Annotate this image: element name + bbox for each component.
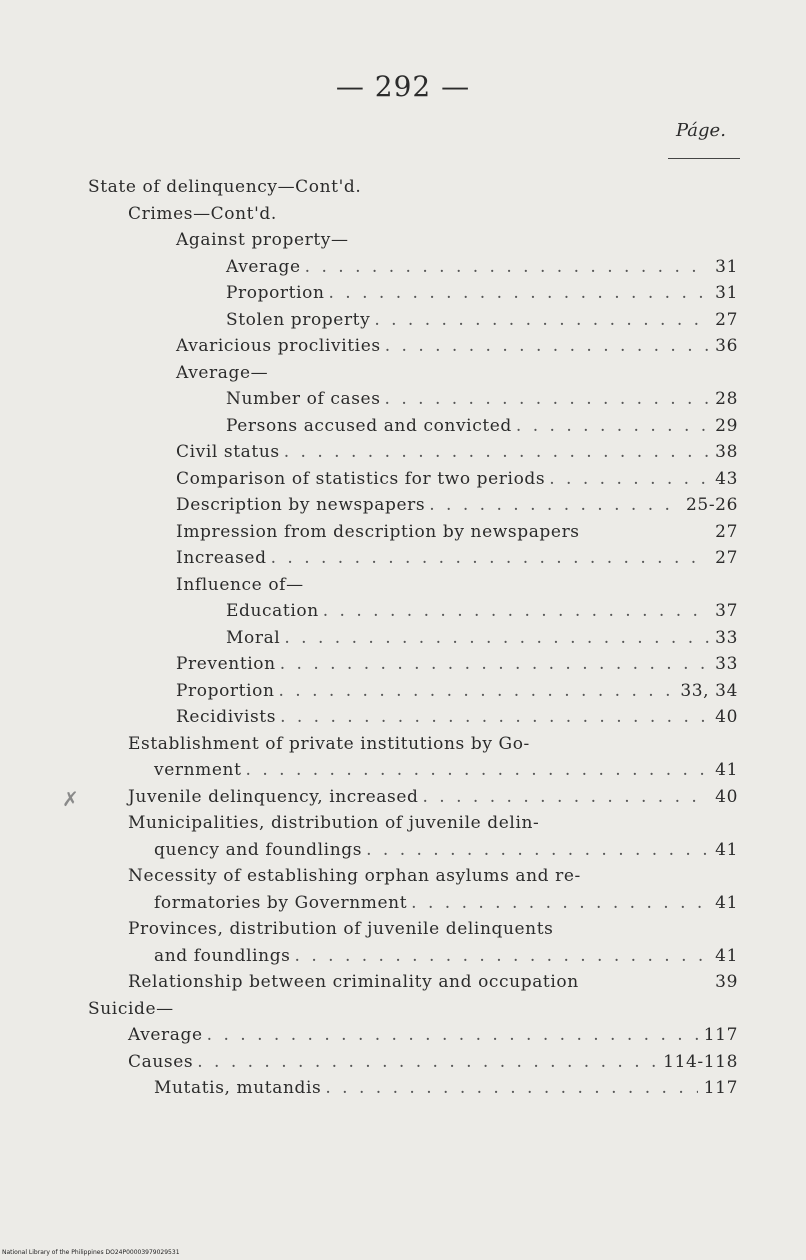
index-entry: Stolen property . . . 27 bbox=[88, 307, 738, 334]
index-entry: Relationship between criminality and occupation 39 bbox=[88, 969, 738, 996]
page-ref: 28 bbox=[715, 389, 738, 409]
index-entry: Causes . . . 114-118 bbox=[88, 1049, 738, 1076]
column-heading-rule bbox=[668, 158, 740, 159]
index-entry: Moral . . . 33 bbox=[88, 625, 738, 652]
page-ref: 29 bbox=[715, 415, 738, 436]
index-entry: Avaricious proclivities . . . 36 bbox=[88, 333, 738, 360]
page-ref: 36 bbox=[715, 336, 738, 356]
page-ref: 41 bbox=[715, 839, 738, 860]
page-ref: 38 bbox=[715, 442, 738, 462]
page-ref: 27 bbox=[715, 309, 738, 330]
index-entry: Municipalities, distribution of juvenile delin- bbox=[128, 813, 540, 833]
index-entry: formatories by Government . . . 41 bbox=[88, 890, 738, 917]
scan-footer: National Library of the Philippines DO24P00003979029531 bbox=[2, 1249, 180, 1256]
index-entry: Education . . . 37 bbox=[88, 598, 738, 625]
index-entry: Influence of— bbox=[176, 574, 304, 595]
page-ref: 27 bbox=[715, 548, 738, 568]
index-entry: and foundlings . . . 41 bbox=[88, 943, 738, 970]
page-ref: 37 bbox=[715, 601, 738, 621]
index-entry: Average . . . 31 bbox=[88, 254, 738, 281]
index-entry: Mutatis, mutandis . . . 117 bbox=[88, 1075, 738, 1102]
page-ref: 41 bbox=[715, 892, 738, 913]
page-ref: 41 bbox=[715, 760, 738, 780]
index-entry: vernment . . . 41 bbox=[88, 757, 738, 784]
index-entry: ✗ Juvenile delinquency, increased . . . 40 bbox=[88, 784, 738, 811]
margin-mark: ✗ bbox=[62, 786, 80, 811]
page-ref: 33, 34 bbox=[680, 680, 738, 701]
page-ref: 31 bbox=[715, 283, 738, 303]
page-ref: 33 bbox=[715, 627, 738, 648]
page-ref: 39 bbox=[715, 972, 738, 992]
index-entry: Necessity of establishing orphan asylums and re- bbox=[128, 866, 581, 886]
page-ref: 117 bbox=[703, 1078, 738, 1098]
index-entry: Average . . . 117 bbox=[88, 1022, 738, 1049]
page-ref: 41 bbox=[715, 945, 738, 966]
index-entry: Against property— bbox=[176, 230, 349, 250]
page-ref: 40 bbox=[715, 786, 738, 807]
page-ref: 117 bbox=[703, 1025, 738, 1045]
page-ref: 31 bbox=[715, 256, 738, 277]
index-entry: Increased . . . 27 bbox=[88, 545, 738, 572]
index-entry: State of delinquency—Cont'd. bbox=[88, 177, 362, 197]
index-entry: Proportion . . . 33, 34 bbox=[88, 678, 738, 705]
page-column-heading: Páge. bbox=[676, 120, 726, 141]
index-entry: quency and foundlings . . . 41 bbox=[88, 837, 738, 864]
page-ref: 40 bbox=[715, 707, 738, 727]
page-ref: 114-118 bbox=[663, 1051, 738, 1072]
index-list bbox=[62, 174, 738, 1102]
page-ref: 27 bbox=[715, 521, 738, 542]
index-entry: Provinces, distribution of juvenile delinquents bbox=[128, 919, 554, 939]
index-entry: Persons accused and convicted . . . 29 bbox=[88, 413, 738, 440]
page-ref: 33 bbox=[715, 654, 738, 674]
index-entry: Number of cases . . . 28 bbox=[88, 386, 738, 413]
index-entry: Impression from description by newspapers 27 bbox=[88, 519, 738, 546]
index-entry: Comparison of statistics for two periods . . . 43 bbox=[88, 466, 738, 493]
index-entry: Establishment of private institutions by Go- bbox=[128, 733, 530, 754]
index-entry: Average— bbox=[176, 362, 269, 383]
index-entry: Proportion . . . 31 bbox=[88, 280, 738, 307]
index-entry: Suicide— bbox=[88, 998, 174, 1019]
index-entry: Description by newspapers . . . 25-26 bbox=[88, 492, 738, 519]
index-entry: Crimes—Cont'd. bbox=[128, 203, 277, 224]
index-entry: Civil status . . . 38 bbox=[88, 439, 738, 466]
index-entry: Prevention . . . 33 bbox=[88, 651, 738, 678]
page-number: — 292 — bbox=[335, 70, 471, 103]
index-entry: Recidivists . . . 40 bbox=[88, 704, 738, 731]
page-ref: 25-26 bbox=[685, 495, 738, 515]
page-ref: 43 bbox=[715, 468, 738, 489]
